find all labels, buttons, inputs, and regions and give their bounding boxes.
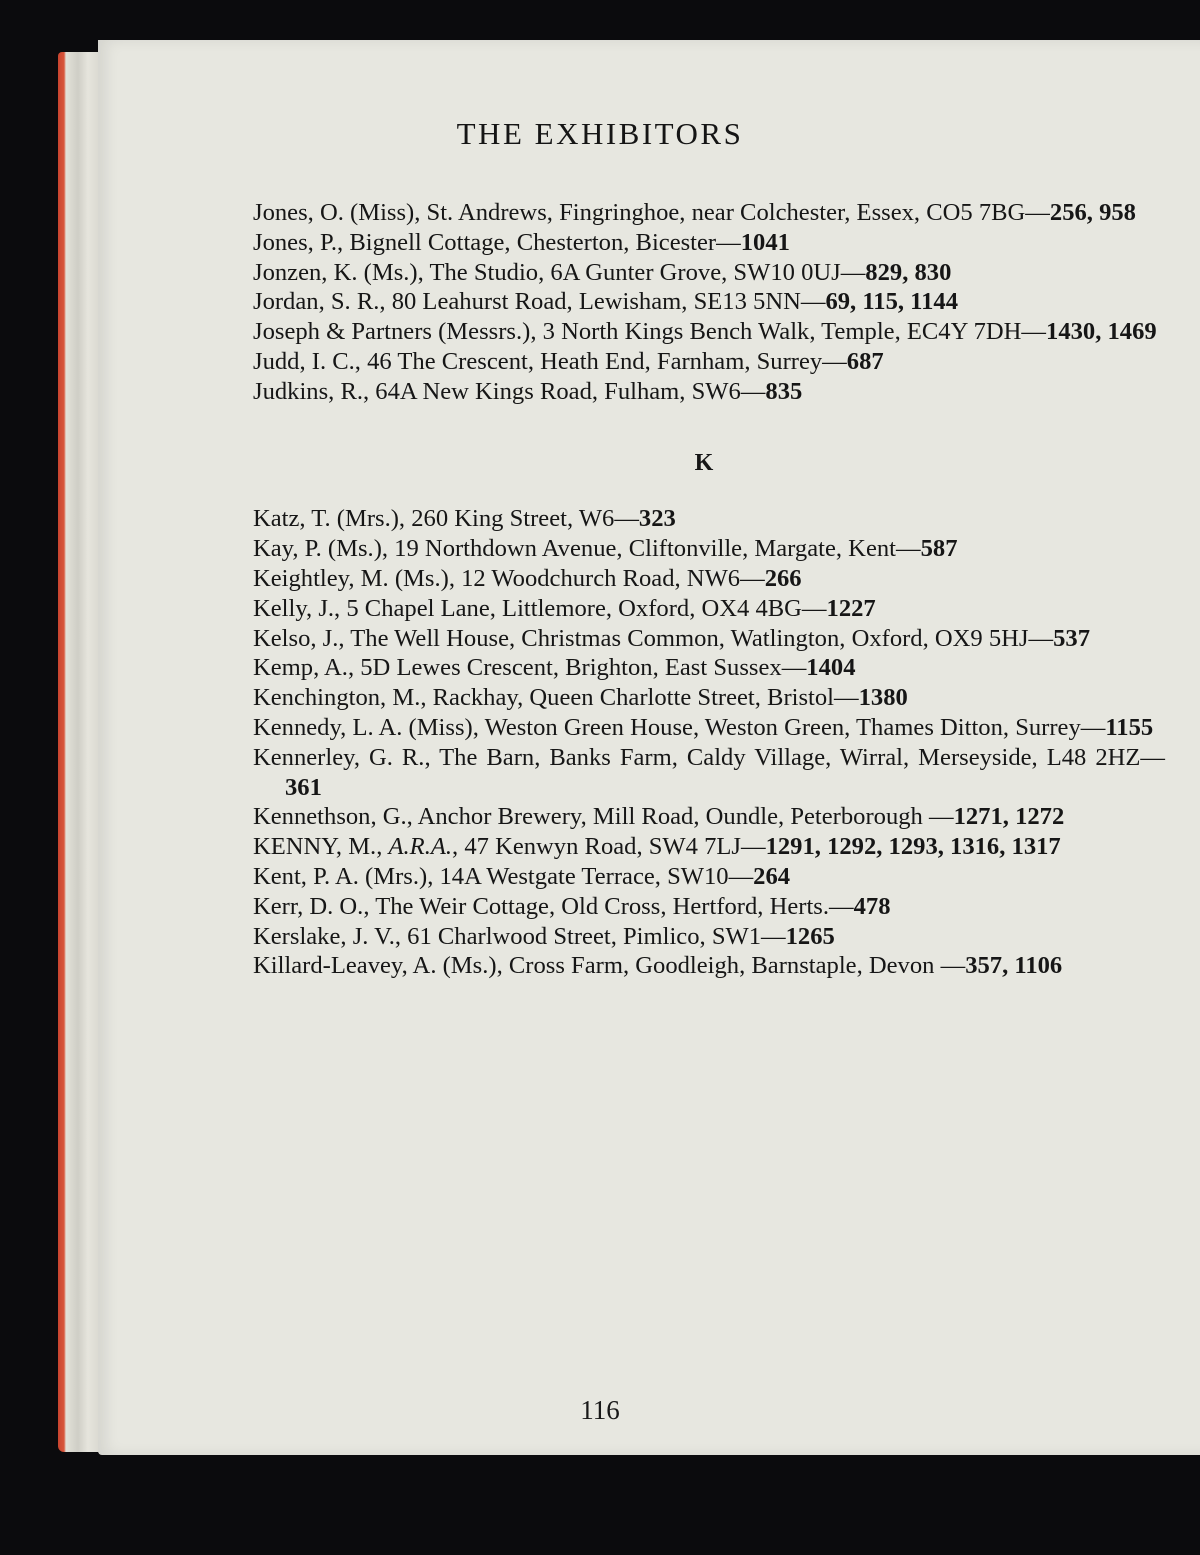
catalogue-numbers: 1404 [806, 654, 856, 682]
catalogue-numbers: 361 [285, 773, 322, 801]
exhibitor-address: Jones, P., Bignell Cottage, Chesterton, Bicester— [253, 228, 741, 256]
catalogue-numbers: 266 [764, 564, 802, 592]
exhibitor-address: Judd, I. C., 46 The Crescent, Heath End, Farnham, Surrey— [253, 347, 847, 375]
exhibitor-address: Kennerley, G. R., The Barn, Banks Farm, Caldy Village, Wirral, Merseyside, L48 2HZ— [253, 743, 1165, 771]
exhibitor-entry [253, 258, 1165, 288]
exhibitor-entry [253, 951, 1165, 981]
exhibitor-address: Kenchington, M., Rackhay, Queen Charlotte Street, Bristol— [253, 684, 859, 712]
page-number: 116 [580, 1395, 620, 1425]
catalogue-numbers: 264 [753, 862, 791, 890]
exhibitor-entry [253, 683, 1165, 713]
exhibitor-entry [253, 743, 1165, 803]
catalogue-numbers: 357, 1106 [965, 952, 1063, 980]
catalogue-numbers: 587 [920, 535, 958, 563]
exhibitor-entry [253, 624, 1165, 654]
academician-honour: A.R.A. [388, 833, 453, 861]
catalogue-numbers: 1380 [858, 684, 908, 712]
catalogue-numbers: 1155 [1105, 713, 1154, 741]
exhibitor-address: Kent, P. A. (Mrs.), 14A Westgate Terrace, SW10— [253, 862, 754, 890]
page-title: THE EXHIBITORS [456, 116, 744, 151]
exhibitor-address: Jonzen, K. (Ms.), The Studio, 6A Gunter Grove, SW10 0UJ— [253, 258, 866, 286]
exhibitor-entry [253, 228, 1165, 258]
exhibitor-list [253, 198, 1165, 981]
exhibitor-entry [253, 534, 1165, 564]
exhibitor-address: Killard-Leavey, A. (Ms.), Cross Farm, Goodleigh, Barnstaple, Devon — [253, 952, 966, 980]
exhibitor-entry [253, 317, 1165, 347]
exhibitor-entry [253, 198, 1165, 228]
exhibitor-address: Kerslake, J. V., 61 Charlwood Street, Pimlico, SW1— [253, 922, 786, 950]
exhibitor-entry [253, 564, 1165, 594]
exhibitor-address: Keightley, M. (Ms.), 12 Woodchurch Road, NW6— [253, 564, 765, 592]
exhibitor-entry [253, 287, 1165, 317]
catalogue-numbers: 1265 [785, 922, 835, 950]
catalogue-numbers: 478 [853, 892, 891, 920]
exhibitor-name: KENNY, M., [253, 833, 389, 861]
section-letter-heading: K [694, 449, 714, 476]
exhibitor-entry [253, 653, 1165, 683]
exhibitor-address: Kennedy, L. A. (Miss), Weston Green House, Weston Green, Thames Ditton, Surrey— [253, 713, 1106, 741]
catalogue-numbers: 1291, 1292, 1293, 1316, 1317 [765, 833, 1061, 861]
catalogue-numbers: 687 [846, 347, 884, 375]
exhibitor-entry [253, 802, 1165, 832]
exhibitor-entry [253, 377, 1165, 407]
exhibitor-address: , 47 Kenwyn Road, SW4 7LJ— [452, 833, 766, 861]
exhibitor-entry [253, 862, 1165, 892]
catalogue-numbers: 1271, 1272 [953, 803, 1065, 831]
exhibitor-address: Jordan, S. R., 80 Leahurst Road, Lewisham, SE13 5NN— [253, 288, 826, 316]
exhibitor-address: Jones, O. (Miss), St. Andrews, Fingringhoe, near Colchester, Essex, CO5 7BG— [253, 199, 1050, 226]
exhibitor-address: Kemp, A., 5D Lewes Crescent, Brighton, East Sussex— [253, 654, 807, 682]
exhibitor-address: Kay, P. (Ms.), 19 Northdown Avenue, Cliftonville, Margate, Kent— [253, 535, 921, 563]
exhibitor-address: Kelso, J., The Well House, Christmas Common, Watlington, Oxford, OX9 5HJ— [253, 624, 1054, 652]
catalogue-numbers: 835 [765, 377, 803, 405]
exhibitor-address: Judkins, R., 64A New Kings Road, Fulham, SW6— [253, 377, 766, 405]
exhibitor-entry-academician [253, 832, 1165, 862]
exhibitor-address: Katz, T. (Mrs.), 260 King Street, W6— [253, 505, 639, 533]
entries-j [253, 198, 1165, 407]
exhibitor-entry [253, 594, 1165, 624]
exhibitor-address: Kerr, D. O., The Weir Cottage, Old Cross, Hertford, Herts.— [253, 892, 854, 920]
catalogue-numbers: 1041 [740, 228, 790, 256]
catalogue-numbers: 256, 958 [1049, 199, 1136, 226]
catalogue-numbers: 1430, 1469 [1046, 318, 1157, 346]
exhibitor-entry [253, 713, 1165, 743]
exhibitor-entry [253, 892, 1165, 922]
catalogue-numbers: 829, 830 [865, 258, 952, 286]
catalogue-numbers: 69, 115, 1144 [825, 288, 958, 316]
exhibitor-entry [253, 922, 1165, 952]
catalogue-numbers: 537 [1053, 624, 1090, 652]
entries-k [253, 504, 1165, 981]
exhibitor-address: Joseph & Partners (Messrs.), 3 North Kings Bench Walk, Temple, EC4Y 7DH— [253, 318, 1047, 346]
catalogue-numbers: 323 [638, 505, 676, 533]
catalogue-numbers: 1227 [826, 594, 876, 622]
exhibitor-address: Kelly, J., 5 Chapel Lane, Littlemore, Oxford, OX4 4BG— [253, 594, 827, 622]
exhibitor-entry [253, 504, 1165, 534]
exhibitor-entry [253, 347, 1165, 377]
exhibitor-address: Kennethson, G., Anchor Brewery, Mill Road, Oundle, Peterborough — [253, 803, 954, 831]
